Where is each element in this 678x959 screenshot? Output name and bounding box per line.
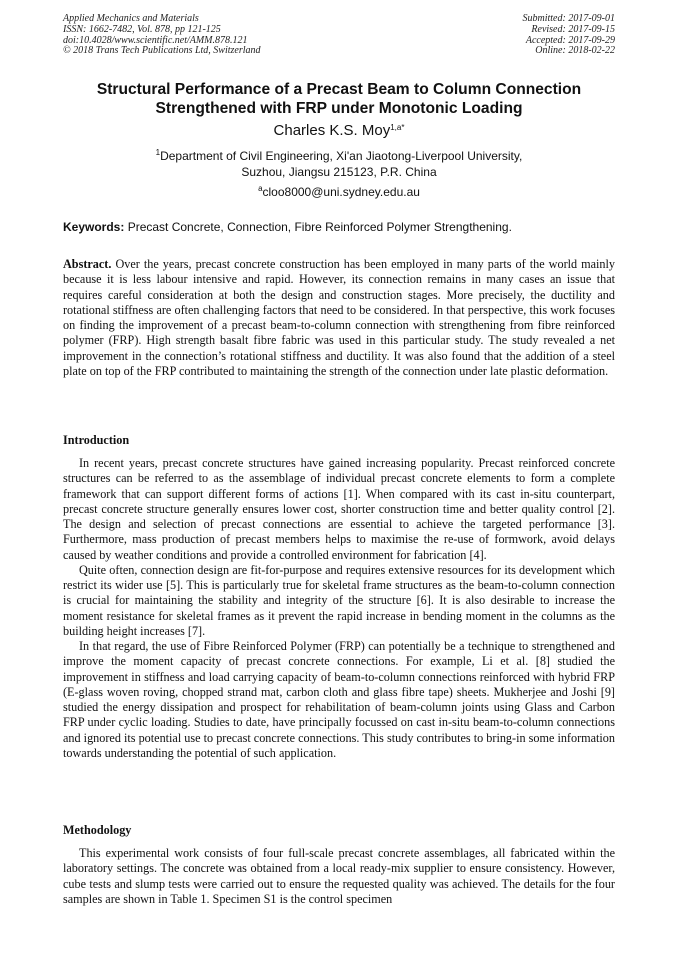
introduction-paragraph: In that regard, the use of Fibre Reinforced Polymer (FRP) can potentially be a technique to strengthened and improve the moment capacity of precast concrete connections. For example, Li et al. [8] studied the improvement in stiffness and load carrying capacity of beam-to-column connections reinforced with hybrid FRP (E-glass woven roving, chopped strand mat, carbon cloth and glass fibre tape) sheets. Mukherjee and Joshi [9] studied the energy dissipation and prospect for rehabilitation of beam-column joints using Glass and Carbon FRP under cyclic loading. Studies to date, have principally focussed on cast in-situ beam-to-column connections and ignored its potential use to precast concrete connections. This study contributes to bring-in some information towards understanding the potential of such application. [63,639,615,760]
journal-name: Applied Mechanics and Materials [63,13,199,24]
keywords-text: Precast Concrete, Connection, Fibre Reinforced Polymer Strengthening. [127,220,512,234]
methodology-paragraph: This experimental work consists of four full-scale precast concrete assemblages, all fabricated within the laboratory settings. The concrete was obtained from a local ready-mix supplier to ensure consistency. However, cube tests and slump tests were carried out to ensure the requested quality was achieved. The details for the four samples are shown in Table 1. Specimen S1 is the control specimen [63,846,615,906]
date-submitted: Submitted: 2017-09-01 [522,13,615,24]
affiliation-sup: 1 [155,148,161,157]
keywords [63,220,623,235]
title-line-2: Strengthened with FRP under Monotonic Loading [155,100,523,117]
journal-header-right [523,14,616,57]
author-email [0,185,678,200]
introduction-paragraph: Quite often, connection design are fit-for-purpose and requires extensive resources for its development which restrict its wider use [5]. This is particularly true for skeletal frame structures as the beam-to-column connection is crucial for maintaining the stability and integrity of the structure [6]. It is also desirable to increase the moment resistance for skeletal frames as it prevent the rapid increase in bending moment in the columns as the building height increases [7]. [63,562,615,638]
introduction-paragraph: In recent years, precast concrete structures have gained increasing popularity. Precast reinforced concrete structures can be referred to as the assemblage of individual precast concrete elements to form a complete framework that can support different forms of actions [1]. When compared with its cast in-situ counterpart, precast concrete structure generally ensures lower cost, shorter construction time and better quality control [2]. The design and selection of precast connections are essential to achieve the targeted performance [3]. Furthermore, mass production of precast members helps to maximise the re-use of formwork, avoid delays caused by weather conditions and provide a controlled environment for fabrication [4]. [63,456,615,562]
email-sup: a [258,184,263,193]
author [0,122,678,140]
author-sup: 1,a* [390,123,405,132]
abstract-text: Over the years, precast concrete construction has been employed in many parts of the world mainly because it is less labour intensive and rapid. However, its connection remains in many cases an issue that requires careful consideration at both the design and construction stages. More precisely, the ductility and rotational stiffness are often challenging factors that need to be considered. In that perspective, this work focuses on finding the improvement of a precast beam-to-column connection with strengthening from fibre reinforced polymer (FRP). High strength basalt fibre fabric was used in this particular study. The study revealed a net improvement in the connection’s rotational stiffness and ductility. It was also found that the addition of a steel plate on top of the FRP contributed to maintaining the strength of the connection under late plastic deformation. [63,257,615,378]
affiliation [0,149,678,180]
email-address: cloo8000@uni.sydney.edu.au [262,185,420,199]
abstract [63,257,615,379]
journal-issn: ISSN: 1662-7482, Vol. 878, pp 121-125 [63,23,221,35]
date-accepted: Accepted: 2017-09-29 [525,34,615,46]
affiliation-line-1: Department of Civil Engineering, Xi'an Jiaotong-Liverpool University, [160,149,523,163]
introduction-body [63,456,615,761]
journal-doi: doi:10.4028/www.scientific.net/AMM.878.121 [63,34,248,46]
introduction-heading: Introduction [63,433,130,447]
date-online: Online: 2018-02-22 [535,45,615,57]
abstract-label: Abstract. [63,257,112,271]
author-name: Charles K.S. Moy [273,122,391,139]
keywords-label: Keywords: [63,220,125,234]
journal-header-left [63,14,261,57]
paper-title [60,80,618,118]
methodology-heading: Methodology [63,823,132,837]
journal-copyright: © 2018 Trans Tech Publications Ltd, Switzerland [63,45,261,57]
date-revised: Revised: 2017-09-15 [531,23,615,35]
affiliation-line-2: Suzhou, Jiangsu 215123, P.R. China [241,164,437,179]
methodology-body [63,846,615,907]
title-line-1: Structural Performance of a Precast Beam to Column Connection [96,81,582,98]
